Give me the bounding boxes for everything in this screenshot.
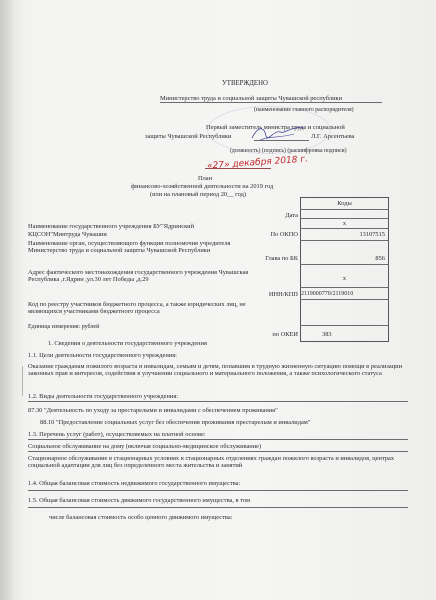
kinds-separator bbox=[28, 401, 408, 402]
bk-label: Глава по БК bbox=[265, 255, 298, 262]
codes-row-line bbox=[300, 325, 389, 326]
goals-label: 1.1. Цели деятельности государственного учреждения: bbox=[28, 352, 177, 359]
signer-name: Л.Г. Арсентьева bbox=[311, 133, 355, 140]
institution-address: Адрес фактического местонахождения государственного учреждения Чувашская Республика ,г.Ядрин ,ул.30 лет Победы ,д.29 bbox=[28, 269, 249, 283]
inn-label: ИНН/КПП bbox=[268, 291, 298, 298]
services-separator bbox=[28, 451, 408, 452]
handwritten-signature bbox=[250, 122, 306, 144]
paid-service-1: Социальное обслуживание на дому (включая социально-медицинское обслуживание) bbox=[28, 443, 262, 450]
plan-title: План bbox=[197, 175, 213, 182]
activity-kind-2: 88.10 "Предоставление социальных услуг без обеспечения проживания престарелым и инвалидам" bbox=[40, 419, 311, 426]
services-separator bbox=[28, 439, 408, 440]
kinds-label: 1.2. Виды деятельности государственного учреждения: bbox=[28, 393, 179, 400]
item-1-5-continued: числе балансовая стоимость особо ценного движимого имущества: bbox=[49, 514, 233, 521]
plan-line-1: финансово-хозяйственной деятельности на 2019 год bbox=[131, 183, 274, 190]
plan-line-2: (или на плановый период 20__ год) bbox=[150, 191, 246, 198]
institution-name-1: Наименование государственного учреждения БУ"Ядринский bbox=[28, 223, 195, 230]
item-1-5: 1.5. Общая балансовая стоимость движимого государственного имущества, в том bbox=[28, 497, 250, 504]
margin-mark bbox=[22, 366, 23, 396]
bk-value: 856 bbox=[375, 255, 385, 262]
unit-label: Единица измерения: рублей bbox=[28, 324, 100, 330]
x-mark: х bbox=[342, 220, 347, 227]
paid-service-2: Стационарное обслуживание в стационарных условиях в стационарных отделениях граждан пожилого возраста и инвалидов, центрах социальной адаптации для лиц без определенного места жительства и занятий bbox=[28, 455, 395, 469]
approval-heading: УТВЕРЖДЕНО bbox=[222, 80, 268, 87]
approval-ministry: Министерство труда и социальной защиты Чувашской республики bbox=[160, 95, 343, 102]
ministry-caption: (наименование главного распорядителя) bbox=[254, 107, 354, 113]
x-mark: х bbox=[342, 275, 347, 282]
date-underline bbox=[205, 168, 271, 169]
ministry-underline bbox=[160, 102, 382, 103]
goals-text: Оказание гражданам пожилого возраста и инвалидам, семьям и детям, попавшим в трудную жизненную ситуацию помощи в реализации законных прав и интересов, содействия в улучшении социального и материального положения, а также психологического статуса bbox=[28, 363, 403, 377]
codes-row-line bbox=[300, 228, 389, 229]
signature-captions: (должность) (подпись) (расшифровка подписи) bbox=[230, 148, 347, 154]
codes-row-line bbox=[300, 218, 389, 219]
date-label: Дата bbox=[285, 212, 298, 219]
scan-edge-shadow bbox=[0, 0, 14, 600]
okpo-value: 13107515 bbox=[359, 231, 385, 238]
handwritten-date: «27» декабря 2018 г. bbox=[206, 154, 309, 172]
services-label: 1.3. Перечень услуг (работ), осуществляемых на платной основе: bbox=[28, 431, 206, 438]
activity-kind-1: 87.30 "Деятельность по уходу за престарелыми и инвалидами с обеспечением проживания" bbox=[28, 407, 278, 414]
codes-row-line bbox=[300, 264, 389, 265]
okei-label: по ОКЕИ bbox=[272, 331, 298, 338]
codes-row-line bbox=[300, 240, 389, 241]
codes-row-line bbox=[300, 287, 389, 288]
position-line-2: защиты Чувашской Республики bbox=[145, 133, 232, 140]
codes-header: Коды bbox=[337, 200, 352, 207]
okei-value: 383 bbox=[322, 331, 332, 338]
codes-row-line bbox=[300, 209, 389, 210]
institution-organ: Наименование орган, осуществляющего функции полномочия учредителя Министерство труда и социальной защиты Чувашской Республики bbox=[28, 240, 231, 254]
codes-row-line bbox=[300, 299, 389, 300]
item-1-4: 1.4. Общая балансовая стоимость недвижимого государственного имущества: bbox=[28, 480, 241, 487]
institution-name-2: КЦСОН"Минтруда Чувашии bbox=[28, 231, 107, 238]
inn-value: 2119000770/2119010 bbox=[301, 291, 354, 297]
section-title: 1. Сведения о деятельности государственного учреждения bbox=[48, 340, 207, 347]
item-1-4-line bbox=[28, 490, 408, 491]
position-line-1: Первый заместитель министра труда и социальной bbox=[206, 124, 345, 131]
okpo-label: По ОКПО bbox=[270, 231, 298, 238]
item-1-5-line bbox=[28, 507, 408, 508]
institution-registry: Код по реестру участников бюджетного процесса, а также юридических лиц, не являющихся участниками бюджетного процесса bbox=[28, 301, 246, 315]
